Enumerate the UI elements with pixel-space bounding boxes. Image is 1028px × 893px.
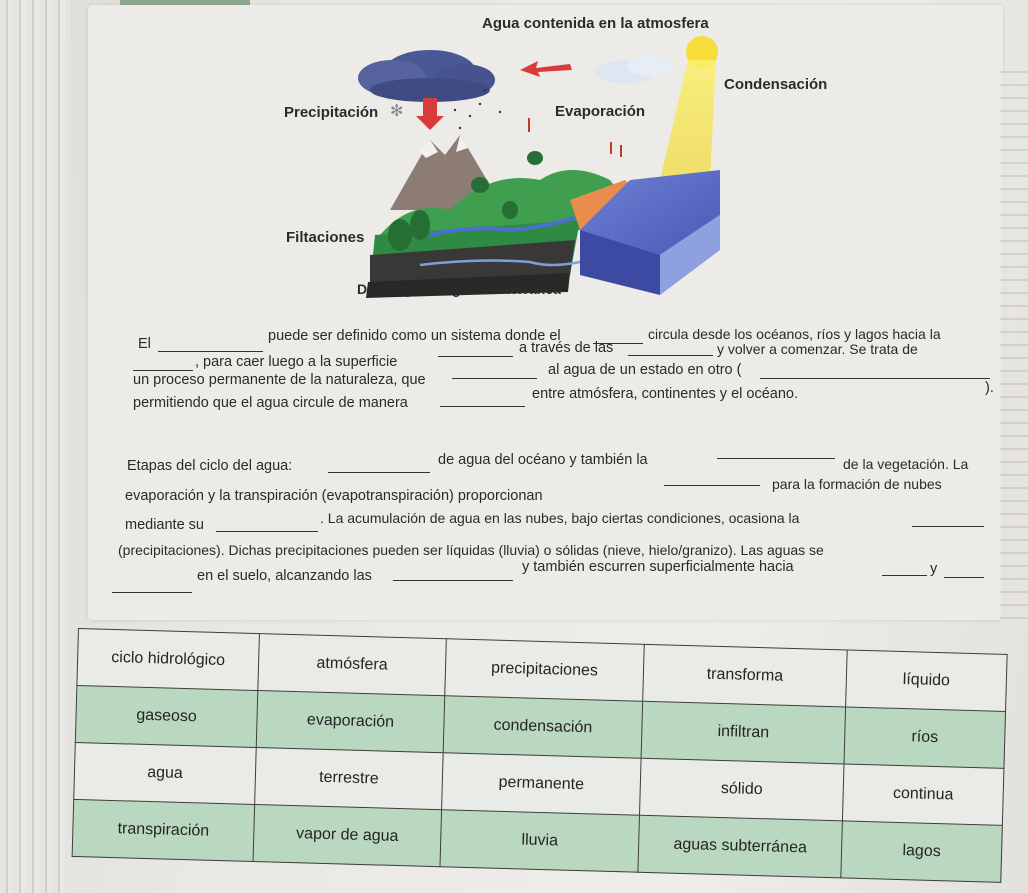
light-cloud-icon <box>595 56 672 84</box>
label-evaporacion: Evaporación <box>555 103 646 120</box>
blank-field[interactable] <box>216 531 318 532</box>
label-filtaciones: Filtaciones <box>286 229 365 246</box>
word-cell: transpiración <box>72 799 255 861</box>
p2-text: y <box>930 561 938 577</box>
label-descarga: Descarga de agua subterránea <box>357 281 561 297</box>
p2-text: (precipitaciones). Dichas precipitaciones pueden ser líquidas (lluvia) o sólidas (nieve, hielo/granizo). Las aguas se <box>118 542 824 558</box>
word-cell: precipitaciones <box>445 639 645 702</box>
water-cycle-diagram <box>280 30 760 320</box>
word-cell: evaporación <box>256 691 445 753</box>
word-cell: lluvia <box>440 810 640 873</box>
blank-field[interactable] <box>133 370 193 371</box>
blank-field[interactable] <box>760 378 990 379</box>
p1-text: a través de las <box>519 340 614 356</box>
blank-field[interactable] <box>440 406 525 407</box>
precipitation-arrow-icon <box>416 98 444 130</box>
blank-field[interactable] <box>452 378 537 379</box>
page-binding <box>0 0 70 893</box>
word-cell: líquido <box>846 650 1008 711</box>
blank-field[interactable] <box>628 355 713 356</box>
blank-field[interactable] <box>112 592 192 593</box>
word-cell: infiltran <box>641 701 846 764</box>
label-precipitacion: Precipitación <box>284 104 379 121</box>
word-cell: lagos <box>841 821 1003 882</box>
word-cell: permanente <box>442 753 642 816</box>
word-cell: vapor de agua <box>253 805 442 867</box>
diagram-title-label: Agua contenida en la atmosfera <box>482 15 709 32</box>
adjacent-page-edge <box>1000 70 1028 630</box>
p1-text: un proceso permanente de la naturaleza, que <box>133 372 426 388</box>
p2-text: y también escurren superficialmente hacia <box>522 559 794 575</box>
evaporation-arrows-icon <box>528 118 622 157</box>
blank-field[interactable] <box>328 472 430 473</box>
blank-field[interactable] <box>438 356 513 357</box>
word-cell: terrestre <box>255 748 444 810</box>
blank-field[interactable] <box>393 580 513 581</box>
word-cell: transforma <box>643 644 848 707</box>
p1-text: puede ser definido como un sistema donde el <box>268 328 561 344</box>
p1-text: al agua de un estado en otro ( <box>548 362 742 378</box>
word-cell: sólido <box>639 758 844 821</box>
p1-text: ). <box>985 380 994 396</box>
p2-text: para la formación de nubes <box>772 476 942 492</box>
p1-text: circula desde los océanos, ríos y lagos hacia la <box>648 326 941 342</box>
p2-text: de la vegetación. La <box>843 456 969 472</box>
p1-text: y volver a comenzar. Se trata de <box>717 341 918 357</box>
p2-text: . La acumulación de agua en las nubes, bajo ciertas condiciones, ocasiona la <box>320 510 800 526</box>
word-cell: condensación <box>443 696 643 759</box>
p1-text: entre atmósfera, continentes y el océano. <box>532 386 798 402</box>
word-cell: atmósfera <box>258 634 447 696</box>
blank-field[interactable] <box>882 575 927 576</box>
word-cell: aguas subterránea <box>638 815 843 878</box>
blank-field[interactable] <box>944 577 984 578</box>
p2-text: de agua del océano y también la <box>438 452 648 468</box>
word-cell: ríos <box>844 707 1006 768</box>
word-cell: continua <box>842 764 1004 825</box>
word-cell: ciclo hidrológico <box>77 629 260 691</box>
blank-field[interactable] <box>912 526 984 527</box>
condensation-arrow-icon <box>520 61 572 77</box>
blank-field[interactable] <box>664 485 760 486</box>
p2-text: en el suelo, alcanzando las <box>197 568 372 584</box>
p1-text: permitiendo que el agua circule de manera <box>133 395 408 411</box>
p2-text: evaporación y la transpiración (evapotranspiración) proporcionan <box>125 488 543 504</box>
blank-field[interactable] <box>158 351 263 352</box>
word-cell: agua <box>74 742 257 804</box>
p1-text: , para caer luego a la superficie <box>195 354 398 370</box>
word-bank-table <box>72 628 1008 883</box>
rain-cloud-icon <box>358 50 495 102</box>
label-condensacion: Condensación <box>724 76 828 93</box>
p2-text: Etapas del ciclo del agua: <box>127 458 293 474</box>
p1-text: El <box>138 336 151 352</box>
sun-beam <box>660 60 716 180</box>
p2-text: mediante su <box>125 517 204 533</box>
blank-field[interactable] <box>717 458 835 459</box>
snowflake-icon: ✻ <box>390 103 404 120</box>
word-cell: gaseoso <box>75 685 258 747</box>
